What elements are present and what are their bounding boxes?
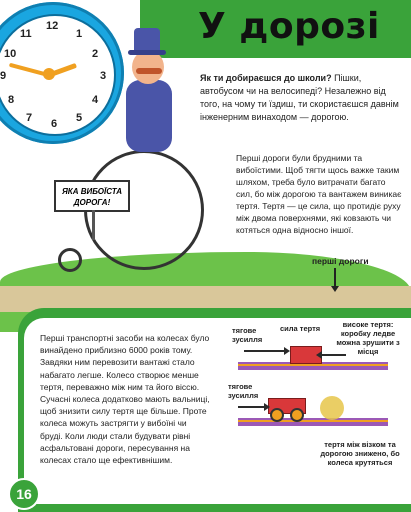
clock-number: 11 xyxy=(20,28,32,40)
clock-number: 12 xyxy=(46,20,59,32)
cart-wheel xyxy=(270,408,284,422)
first-roads-label: перші дороги xyxy=(312,256,369,266)
clock-number: 8 xyxy=(8,94,15,106)
roads-paragraph: Перші дороги були брудними та вибоїстими. Щоб тягти щось важке таким шляхом, треба було витрачати багато сил, бо між дорогою та вантажем виникає тертя. Тертя — це сила, що протидіє руху між двома поверхнями, які ковзають чи котяться одна відносно іншої. xyxy=(236,153,402,235)
friction-arrow xyxy=(322,354,346,356)
road-sign: ЯКА ВИБОЇСТА ДОРОГА! xyxy=(54,180,130,212)
friction-force-label: сила тертя xyxy=(280,324,321,333)
first-roads-arrow xyxy=(334,268,336,288)
clock-center xyxy=(43,68,55,80)
clock-number: 6 xyxy=(51,118,58,130)
intro-text: Пішки, автобусом чи на велосипеді? Незалежно від того, на чому ти їздиш, ти скористаєшся давнім інженерним винаходом — дорогою. xyxy=(200,73,399,122)
pull-force-label-1: тягове зусилля xyxy=(232,326,263,344)
intro-question: Як ти добираєшся до школи? xyxy=(200,73,332,83)
bicycle-small-wheel xyxy=(58,248,82,272)
page-number: 16 xyxy=(8,478,40,510)
cart-wheel xyxy=(290,408,304,422)
clock-number: 7 xyxy=(26,112,33,124)
road-sign-pole xyxy=(92,210,95,240)
pull-arrow-1 xyxy=(244,350,284,352)
clock-number: 1 xyxy=(76,28,83,40)
page-title: У дорозі xyxy=(198,6,380,47)
clock-number: 5 xyxy=(76,112,83,124)
cyclist-hat-brim xyxy=(128,50,166,55)
low-friction-label: тертя між візком та дорогою знижено, бо колеса крутяться xyxy=(320,440,400,467)
clock-number: 4 xyxy=(92,94,99,106)
clock-number: 2 xyxy=(92,48,99,60)
track-1-stripe xyxy=(238,364,388,366)
clock-number: 3 xyxy=(100,70,107,82)
clock-number: 10 xyxy=(4,48,17,60)
wheels-paragraph: Перші транспортні засоби на колесах було винайдено приблизно 6000 років тому. Завдяки ним перевозити вантажі стало набагато легше. Колесо створює менше тертя, переважно між ним та його віссю. Сучасні колеса додатково мають вальниці, щоб знизити силу тертя ще більше. Проте колеса можуть застрягти у вибоїні чи бруді. Коли люди стали будувати рівні асфальтовані дороги, пересування на колесах стало ще ефективнішим. xyxy=(40,333,210,466)
high-friction-label: високе тертя: коробку ледве можна зрушити з місця xyxy=(336,320,400,356)
pull-force-label-2: тягове зусилля xyxy=(228,382,259,400)
cyclist-body xyxy=(126,80,172,152)
cyclist-head xyxy=(132,50,164,84)
cyclist-mustache xyxy=(136,68,162,74)
track-2-stripe xyxy=(238,420,388,422)
intro-paragraph xyxy=(200,72,400,124)
pull-arrow-2 xyxy=(238,406,264,408)
magnified-wheel xyxy=(320,396,344,420)
clock-number: 9 xyxy=(0,70,7,82)
